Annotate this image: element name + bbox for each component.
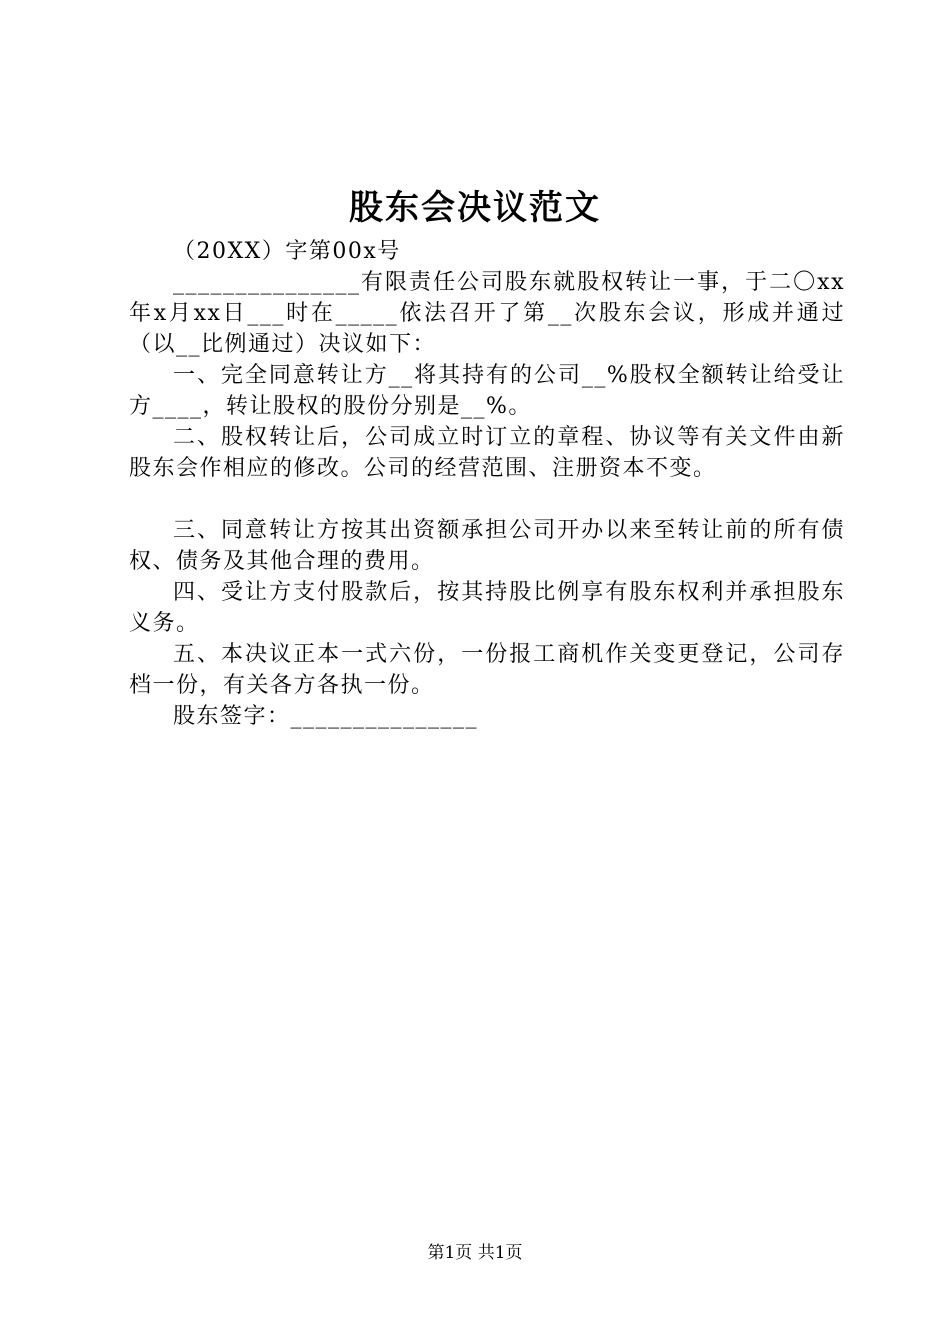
shareholder-signature-line: 股东签字：_______________ — [173, 704, 479, 729]
resolution-item-5: 五、本决议正本一式六份，一份报工商机作关变更登记，公司存档一份，有关各方各执一份。 — [129, 642, 845, 698]
meeting-intro-paragraph: _______________有限责任公司股东就股权转让一事，于二〇xx年x月xx日___时在_____依法召开了第__次股东会议，形成并通过（以__比例通过）决议如下： — [129, 270, 845, 357]
paragraph-gap — [129, 484, 845, 515]
resolution-item-2: 二、股权转让后，公司成立时订立的章程、协议等有关文件由新股东会作相应的修改。公司的经营范围、注册资本不变。 — [129, 425, 845, 481]
resolution-item-1: 一、完全同意转让方__将其持有的公司__%股权全额转让给受让方____，转让股权的股份分别是__%。 — [129, 363, 845, 419]
resolution-item-4: 四、受让方支付股款后，按其持股比例享有股东权利并承担股东义务。 — [129, 580, 845, 636]
document-number: （20XX）字第00x号 — [173, 239, 401, 264]
page-footer: 第1页 共1页 — [427, 1243, 523, 1263]
document-title: 股东会决议范文 — [349, 188, 601, 228]
document-body — [129, 236, 845, 732]
resolution-item-3: 三、同意转让方按其出资额承担公司开办以来至转让前的所有债权、债务及其他合理的费用。 — [129, 518, 845, 574]
